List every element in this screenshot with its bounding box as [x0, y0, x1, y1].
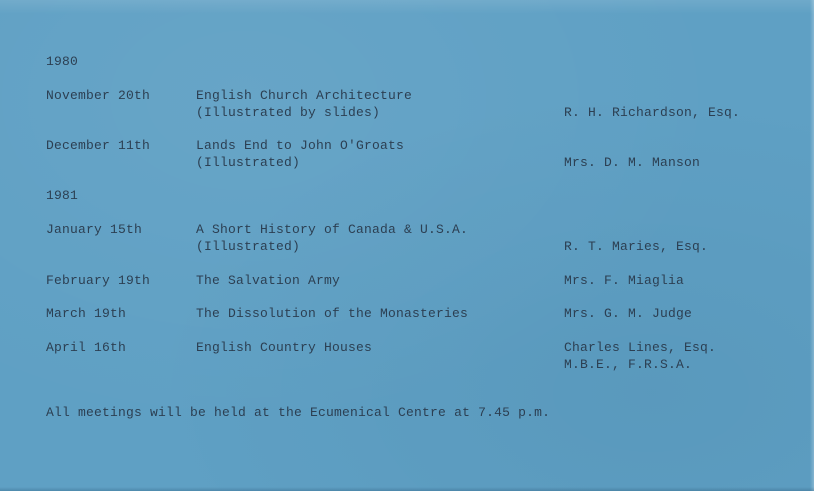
event-topic: Lands End to John O'Groats	[196, 138, 405, 153]
event-topic: A Short History of Canada & U.S.A.	[196, 222, 469, 237]
event-speaker: R. H. Richardson, Esq.	[564, 105, 741, 120]
meeting-venue-note: All meetings will be held at the Ecumenical Centre at 7.45 p.m.	[46, 405, 551, 420]
event-speaker: R. T. Maries, Esq.	[564, 239, 709, 254]
event-date: April 16th	[46, 340, 127, 355]
event-speaker: Charles Lines, Esq.	[564, 340, 717, 355]
event-date: January 15th	[46, 222, 143, 237]
event-speaker-honours: M.B.E., F.R.S.A.	[564, 357, 693, 372]
event-date: December 11th	[46, 138, 151, 153]
event-topic: The Salvation Army	[196, 273, 341, 288]
event-topic: The Dissolution of the Monasteries	[196, 306, 469, 321]
paper-right-edge	[810, 0, 814, 491]
event-date: March 19th	[46, 306, 127, 321]
event-date: November 20th	[46, 88, 151, 103]
event-speaker: Mrs. F. Miaglia	[564, 273, 685, 288]
year-heading: 1980	[46, 54, 79, 69]
event-topic-note: (Illustrated)	[196, 239, 301, 254]
event-topic: English Country Houses	[196, 340, 373, 355]
event-speaker: Mrs. G. M. Judge	[564, 306, 693, 321]
event-speaker: Mrs. D. M. Manson	[564, 155, 701, 170]
event-topic: English Church Architecture	[196, 88, 413, 103]
event-date: February 19th	[46, 273, 151, 288]
event-topic-note: (Illustrated)	[196, 155, 301, 170]
paper-top-shading	[0, 0, 814, 14]
paper-bottom-edge	[0, 487, 814, 491]
event-topic-note: (Illustrated by slides)	[196, 105, 381, 120]
year-heading: 1981	[46, 188, 79, 203]
